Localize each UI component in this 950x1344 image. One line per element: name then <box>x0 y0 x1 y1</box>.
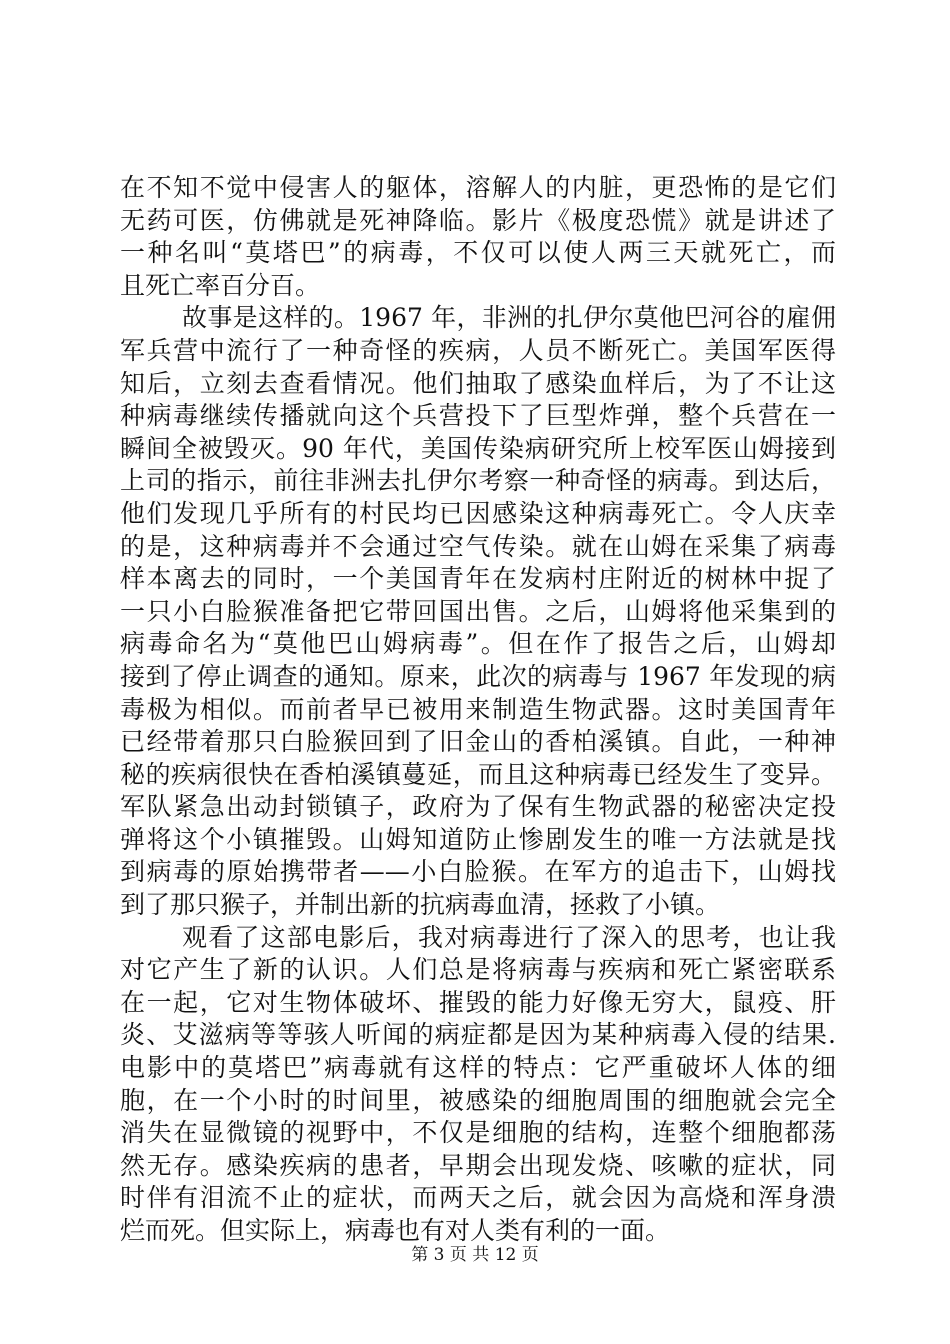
text-line: 秘的疾病很快在香柏溪镇蔓延，而且这种病毒已经发生了变异。 <box>120 759 836 789</box>
paragraph-first-line: 观看了这部电影后，我对病毒进行了深入的思考，也让我 <box>182 922 836 952</box>
text-line: 军兵营中流行了一种奇怪的疾病，人员不断死亡。美国军医得 <box>120 335 836 365</box>
text-line: 到病毒的原始携带者——小白脸猴。在军方的追击下，山姆找 <box>120 857 836 887</box>
page-number-footer: 第 3 页 共 12 页 <box>411 1245 539 1265</box>
text-line: 无药可医，仿佛就是死神降临。影片《极度恐慌》就是讲述了 <box>120 205 836 235</box>
text-line: 烂而死。但实际上，病毒也有对人类有利的一面。 <box>120 1216 671 1245</box>
text-line: 一种名叫“莫塔巴”的病毒，不仅可以使人两三天就死亡，而 <box>120 238 836 268</box>
text-line: 对它产生了新的认识。人们总是将病毒与疾病和死亡紧密联系 <box>120 955 836 985</box>
text-line: 在不知不觉中侵害人的躯体，溶解人的内脏，更恐怖的是它们 <box>120 173 836 202</box>
text-line: 种病毒继续传播就向这个兵营投下了巨型炸弹，整个兵营在一 <box>120 401 836 431</box>
text-line: 消失在显微镜的视野中，不仅是细胞的结构，连整个细胞都荡 <box>120 1118 836 1148</box>
text-line: 瞬间全被毁灭。90 年代，美国传染病研究所上校军医山姆接到 <box>120 433 836 463</box>
text-line: 样本离去的同时，一个美国青年在发病村庄附近的树林中捉了 <box>120 564 836 594</box>
text-line: 到了那只猴子，并制出新的抗病毒血清，拯救了小镇。 <box>120 890 721 920</box>
text-line: 然无存。感染疾病的患者，早期会出现发烧、咳嗽的症状，同 <box>120 1150 836 1180</box>
body-text <box>120 172 836 1248</box>
text-line: 知后，立刻去查看情况。他们抽取了感染血样后，为了不让这 <box>120 368 836 398</box>
text-line: 且死亡率百分百。 <box>120 270 321 300</box>
text-line: 在一起，它对生物体破坏、摧毁的能力好像无穷大，鼠疫、肝 <box>120 987 836 1017</box>
text-line: 时伴有泪流不止的症状，而两天之后，就会因为高烧和浑身溃 <box>120 1183 836 1213</box>
text-line: 炎、艾滋病等等骇人听闻的病症都是因为某种病毒入侵的结果. <box>120 1020 836 1050</box>
paragraph-first-line: 故事是这样的。1967 年，非洲的扎伊尔莫他巴河谷的雇佣 <box>182 303 836 333</box>
text-line: 弹将这个小镇摧毁。山姆知道防止惨剧发生的唯一方法就是找 <box>120 824 836 854</box>
text-line: 上司的指示，前往非洲去扎伊尔考察一种奇怪的病毒。到达后， <box>120 466 836 496</box>
text-line: 他们发现几乎所有的村民均已因感染这种病毒死亡。令人庆幸 <box>120 498 836 528</box>
text-line: 军队紧急出动封锁镇子，政府为了保有生物武器的秘密决定投 <box>120 792 836 822</box>
text-line: 一只小白脸猴准备把它带回国出售。之后，山姆将他采集到的 <box>120 596 836 626</box>
text-line: 电影中的莫塔巴”病毒就有这样的特点：它严重破坏人体的细 <box>120 1053 836 1083</box>
text-line: 毒极为相似。而前者早已被用来制造生物武器。这时美国青年 <box>120 694 836 724</box>
text-line: 病毒命名为“莫他巴山姆病毒”。但在作了报告之后，山姆却 <box>120 629 836 659</box>
text-line: 的是，这种病毒并不会通过空气传染。就在山姆在采集了病毒 <box>120 531 836 561</box>
text-line: 已经带着那只白脸猴回到了旧金山的香柏溪镇。自此，一种神 <box>120 727 836 757</box>
text-line: 胞，在一个小时的时间里，被感染的细胞周围的细胞就会完全 <box>120 1085 836 1115</box>
text-line: 接到了停止调查的通知。原来，此次的病毒与 1967 年发现的病 <box>120 661 836 691</box>
